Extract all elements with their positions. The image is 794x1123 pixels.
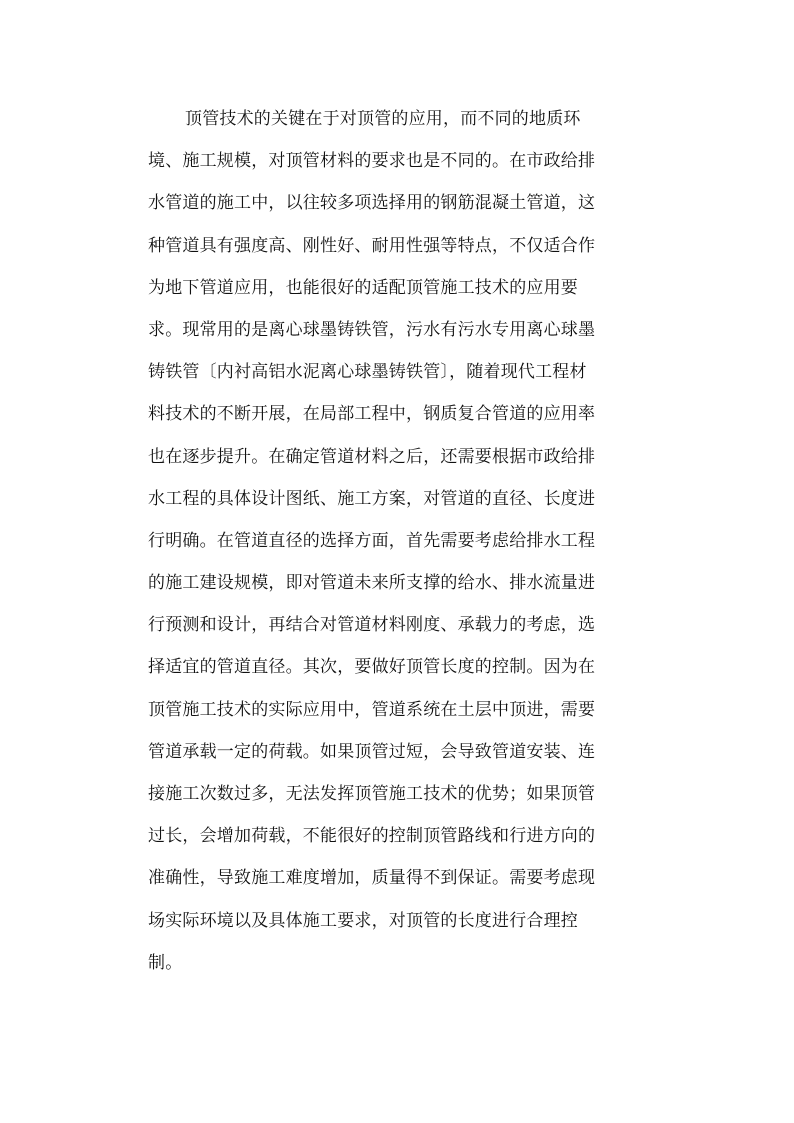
paragraph-line: 行预测和设计，再结合对管道材料刚度、承载力的考虑，选 [148,615,596,636]
paragraph-line: 也在逐步提升。在确定管道材料之后，还需要根据市政给排 [148,446,596,467]
paragraph-line: 顶管施工技术的实际应用中，管道系统在土层中顶进，需要 [148,699,596,720]
paragraph-line: 水管道的施工中，以往较多项选择用的钢筋混凝土管道，这 [148,193,596,214]
paragraph-line: 管道承载一定的荷载。如果顶管过短，会导致管道安装、连 [148,741,596,762]
paragraph-line: 顶管技术的关键在于对顶管的应用，而不同的地质环 [185,109,581,129]
paragraph-line: 料技术的不断开展，在局部工程中，钢质复合管道的应用率 [148,404,596,425]
paragraph-line: 场实际环境以及具体施工要求，对顶管的长度进行合理控 [148,910,578,931]
paragraph-line: 的施工建设规模，即对管道未来所支撑的给水、排水流量进 [148,573,596,594]
paragraph-line: 求。现常用的是离心球墨铸铁管，污水有污水专用离心球墨 [148,319,596,340]
paragraph-line: 境、施工规模，对顶管材料的要求也是不同的。在市政给排 [148,151,596,172]
paragraph-line: 行明确。在管道直径的选择方面，首先需要考虑给排水工程 [148,530,596,551]
body-paragraph [148,98,648,984]
paragraph-line: 准确性，导致施工难度增加，质量得不到保证。需要考虑现 [148,868,596,889]
paragraph-line: 过长，会增加荷载，不能很好的控制顶管路线和行进方向的 [148,826,596,847]
paragraph-line: 为地下管道应用，也能很好的适配顶管施工技术的应用要 [148,277,578,298]
paragraph-line: 种管道具有强度高、刚性好、耐用性强等特点，不仅适合作 [148,235,596,256]
paragraph-line: 择适宜的管道直径。其次，要做好顶管长度的控制。因为在 [148,657,596,678]
paragraph-line: 铸铁管〔内衬高铝水泥离心球墨铸铁管〕，随着现代工程材 [148,362,587,383]
paragraph-line: 接施工次数过多，无法发挥顶管施工技术的优势；如果顶管 [148,784,596,804]
paragraph-line: 水工程的具体设计图纸、施工方案，对管道的直径、长度进 [148,488,596,509]
paragraph-line: 制。 [148,952,183,973]
